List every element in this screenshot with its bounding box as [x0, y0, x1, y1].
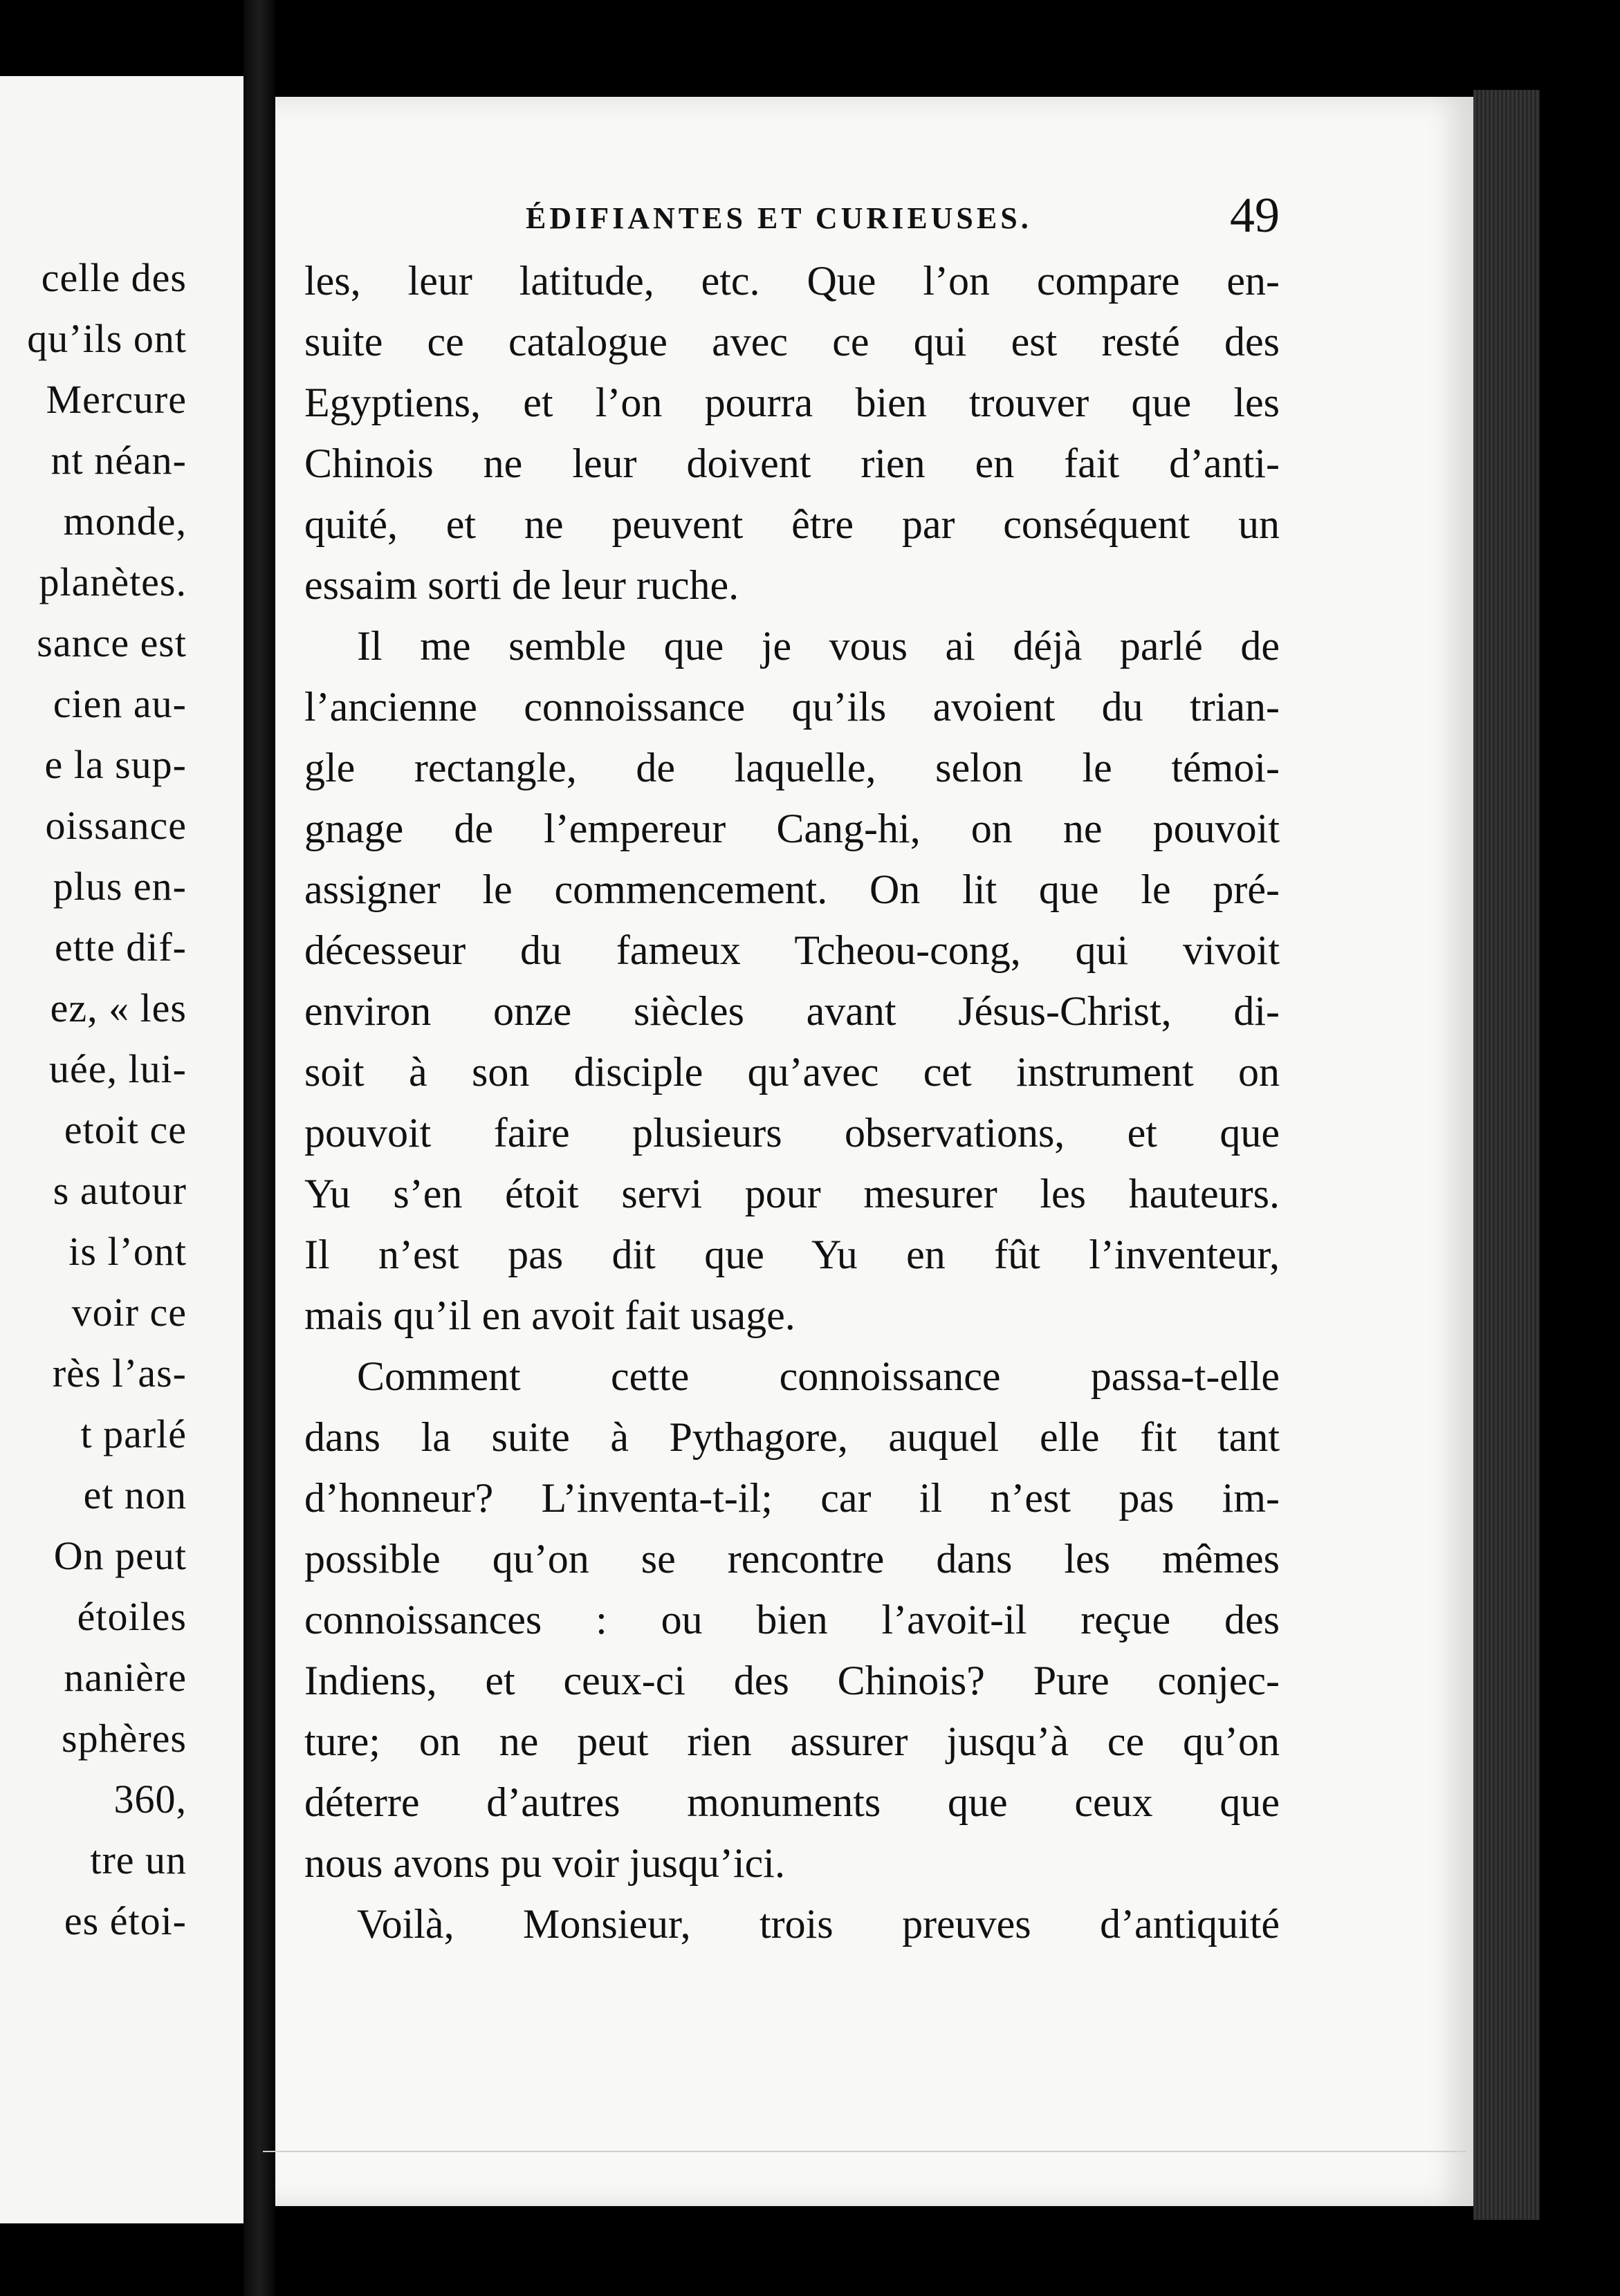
- text-line: suite ce catalogue avec ce qui est resté des: [304, 319, 1280, 364]
- text-line: soit à son disciple qu’avec cet instrument on: [304, 1049, 1280, 1095]
- text-line: Indiens, et ceux-ci des Chinois? Pure conjec-: [304, 1658, 1280, 1703]
- left-page-line: is l’ont: [68, 1229, 187, 1274]
- left-page-line: voir ce: [71, 1290, 187, 1335]
- left-page: [0, 76, 243, 2223]
- left-page-line: nt néan-: [50, 438, 187, 483]
- text-line: Il n’est pas dit que Yu en fût l’inventeur,: [304, 1232, 1280, 1277]
- left-page-line: monde,: [63, 499, 187, 544]
- text-line: possible qu’on se rencontre dans les mêmes: [304, 1536, 1280, 1582]
- left-page-line: uée, lui-: [48, 1046, 187, 1091]
- text-line: nous avons pu voir jusqu’ici.: [304, 1840, 785, 1886]
- page-edge: [1473, 90, 1540, 2220]
- left-page-line: t parlé: [80, 1411, 187, 1456]
- left-page-line: et non: [83, 1472, 187, 1517]
- left-page-line: qu’ils ont: [27, 316, 187, 361]
- text-line: décesseur du fameux Tcheou-cong, qui vivoit: [304, 927, 1280, 973]
- left-page-line: nanière: [64, 1655, 187, 1700]
- left-page-line: sphères: [62, 1716, 187, 1761]
- body-text: [304, 250, 1280, 1954]
- text-line: mais qu’il en avoit fait usage.: [304, 1293, 795, 1338]
- text-line: ture; on ne peut rien assurer jusqu’à ce qu’on: [304, 1719, 1280, 1764]
- left-page-text: [0, 248, 187, 1952]
- page-bottom-edge: [263, 2151, 1466, 2152]
- text-line: déterre d’autres monuments que ceux que: [304, 1779, 1280, 1825]
- left-page-line: 360,: [113, 1777, 187, 1822]
- page-number: 49: [1230, 187, 1280, 243]
- text-line: Chinois ne leur doivent rien en fait d’anti-: [304, 441, 1280, 486]
- text-line: Yu s’en étoit servi pour mesurer les hauteurs.: [304, 1171, 1280, 1216]
- text-line: assigner le commencement. On lit que le pré-: [304, 867, 1280, 912]
- text-line: Comment cette connoissance passa-t-elle: [357, 1353, 1280, 1399]
- text-line: connoissances : ou bien l’avoit-il reçue des: [304, 1597, 1280, 1642]
- book-gutter: [243, 0, 275, 2296]
- left-page-line: rès l’as-: [52, 1351, 187, 1396]
- running-head: ÉDIFIANTES ET CURIEUSES.: [526, 201, 1032, 235]
- text-line: essaim sorti de leur ruche.: [304, 562, 739, 608]
- text-line: l’ancienne connoissance qu’ils avoient du trian-: [304, 684, 1280, 730]
- text-line: d’honneur? L’inventa-t-il; car il n’est pas im-: [304, 1475, 1280, 1521]
- left-page-line: cien au-: [53, 681, 187, 726]
- text-line: Il me semble que je vous ai déjà parlé de: [357, 623, 1280, 669]
- left-page-line: plus en-: [53, 864, 187, 909]
- text-line: Voilà, Monsieur, trois preuves d’antiquité: [357, 1901, 1280, 1947]
- left-page-line: ez, « les: [50, 985, 187, 1030]
- left-page-line: planètes.: [39, 559, 187, 604]
- left-page-line: tre un: [90, 1837, 187, 1882]
- left-page-line: e la sup-: [44, 742, 187, 787]
- text-line: les, leur latitude, etc. Que l’on compare en-: [304, 258, 1280, 304]
- left-page-line: Mercure: [46, 377, 187, 422]
- left-page-line: On peut: [53, 1533, 187, 1578]
- left-page-line: ette dif-: [55, 925, 187, 970]
- left-page-line: oissance: [45, 803, 187, 848]
- text-line: gnage de l’empereur Cang-hi, on ne pouvoit: [304, 806, 1280, 851]
- left-page-line: celle des: [41, 255, 187, 300]
- text-line: gle rectangle, de laquelle, selon le témoi-: [304, 745, 1280, 790]
- left-page-line: sance est: [37, 620, 187, 665]
- left-page-line: etoit ce: [64, 1107, 187, 1152]
- left-page-line: étoiles: [77, 1594, 187, 1639]
- text-line: quité, et ne peuvent être par conséquent un: [304, 501, 1280, 547]
- text-line: dans la suite à Pythagore, auquel elle fit tant: [304, 1414, 1280, 1460]
- left-page-line: s autour: [53, 1168, 187, 1213]
- text-line: pouvoit faire plusieurs observations, et que: [304, 1110, 1280, 1156]
- text-line: environ onze siècles avant Jésus-Christ, di-: [304, 988, 1280, 1034]
- text-line: Egyptiens, et l’on pourra bien trouver que les: [304, 380, 1280, 425]
- left-page-line: es étoi-: [64, 1898, 187, 1943]
